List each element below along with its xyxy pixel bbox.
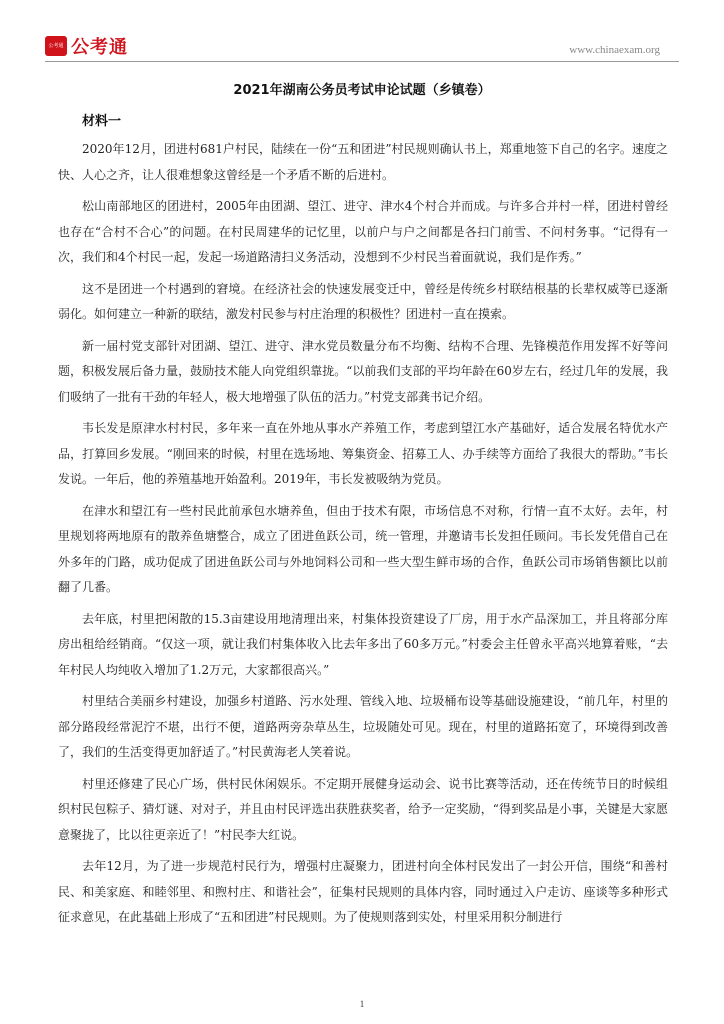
document-title: 2021年湖南公务员考试申论试题（乡镇卷） (233, 83, 491, 98)
paragraph-5: 韦长发是原津水村村民，多年来一直在外地从事水产养殖工作，考虑到望江水产基础好，适合发展名特优水产品，打算回乡发展。“刚回来的时候，村里在选场地、筹集资金、招募工人、办手续等方面给了我很大的帮助。”韦长发说。一年后，他的养殖基地开始盈利。2019年，韦长发被吸纳为党员。 (58, 421, 668, 486)
paragraph-7: 去年底，村里把闲散的15.3亩建设用地清理出来，村集体投资建设了厂房，用于水产品深加工，并且将部分库房出租给经销商。“仅这一项，就让我们村集体收入比去年多出了60多万元。”村委会主任曾永平高兴地算着账，“去年村民人均纯收入增加了1.2万元，大家都很高兴。” (58, 611, 668, 677)
paragraph-4: 新一届村党支部针对团湖、望江、进守、津水党员数量分布不均衡、结构不合理、先锋模范作用发挥不好等问题，积极发展后备力量，鼓励技术能人向党组织靠拢。“以前我们支部的平均年龄在60岁左右，经过几年的发展，我们吸纳了一批有干劲的年轻人，极大地增强了队伍的活力。”村党支部龚书记介绍。 (58, 338, 668, 404)
logo-text: 公考通 (71, 37, 128, 58)
paragraph-6: 在津水和望江有一些村民此前承包水塘养鱼，但由于技术有限，市场信息不对称，行情一直不太好。去年，村里规划将两地原有的散养鱼塘整合，成立了团进鱼跃公司，统一管理，并邀请韦长发担任顾问。韦长发凭借自己在外多年的门路，成功促成了团进鱼跃公司与外地饲料公司和一些大型生鲜市场的合作，鱼跃公司市场销售额比以前翻了几番。 (58, 503, 668, 594)
paragraph-2: 松山南部地区的团进村，2005年由团湖、望江、进守、津水4个村合并而成。与许多合并村一样，团进村曾经也存在“合村不合心”的问题。在村民周建华的记忆里，以前户与户之间都是各扫门前雪、不问村务事。“记得有一次，我们和4个村民一起，发起一场道路清扫义务活动，没想到不少村民当着面就说，我们是作秀。” (58, 199, 668, 264)
document-body (58, 137, 668, 937)
header-divider (45, 61, 679, 62)
paragraph-8: 村里结合美丽乡村建设，加强乡村道路、污水处理、管线入地、垃圾桶布设等基础设施建设，“前几年，村里的部分路段经常泥泞不堪，出行不便，道路两旁杂草丛生，垃圾随处可见。现在，村里的道路拓宽了，环境得到改善了，我们的生活变得更加舒适了。”村民黄海老人笑着说。 (58, 694, 668, 759)
paragraph-10: 去年12月，为了进一步规范村民行为，增强村庄凝聚力，团进村向全体村民发出了一封公开信，围绕“和善村民、和美家庭、和睦邻里、和煦村庄、和谐社会”，征集村民规则的具体内容，同时通过入户走访、座谈等多种形式征求意见，在此基础上形成了“五和团进”村民规则。为了使规则落到实处，村里采用积分制进行 (58, 859, 668, 924)
paragraph-3: 这不是团进一个村遇到的窘境。在经济社会的快速发展变迁中，曾经是传统乡村联结根基的长辈权威等已逐渐弱化。如何建立一种新的联结，激发村民参与村庄治理的积极性？团进村一直在摸索。 (58, 281, 668, 321)
section-heading: 材料一 (82, 114, 122, 129)
site-url-link[interactable]: www.chinaexam.org (569, 44, 660, 56)
page-number: 1 (359, 999, 365, 1009)
logo-badge-icon: 公考通 (45, 36, 67, 56)
site-logo[interactable] (45, 35, 128, 57)
page-header (0, 0, 724, 64)
paragraph-9: 村里还修建了民心广场，供村民休闲娱乐。不定期开展健身运动会、说书比赛等活动，还在传统节日的时候组织村民包粽子、猜灯谜、对对子，并且由村民评选出获胜获奖者，给予一定奖励，“得到奖品是小事，关键是大家愿意聚拢了，比以往更亲近了！”村民李大红说。 (58, 776, 668, 842)
paragraph-1: 2020年12月，团进村681户村民，陆续在一份“五和团进”村民规则确认书上，郑重地签下自己的名字。速度之快、人心之齐，让人很难想象这曾经是一个矛盾不断的后进村。 (58, 142, 668, 182)
